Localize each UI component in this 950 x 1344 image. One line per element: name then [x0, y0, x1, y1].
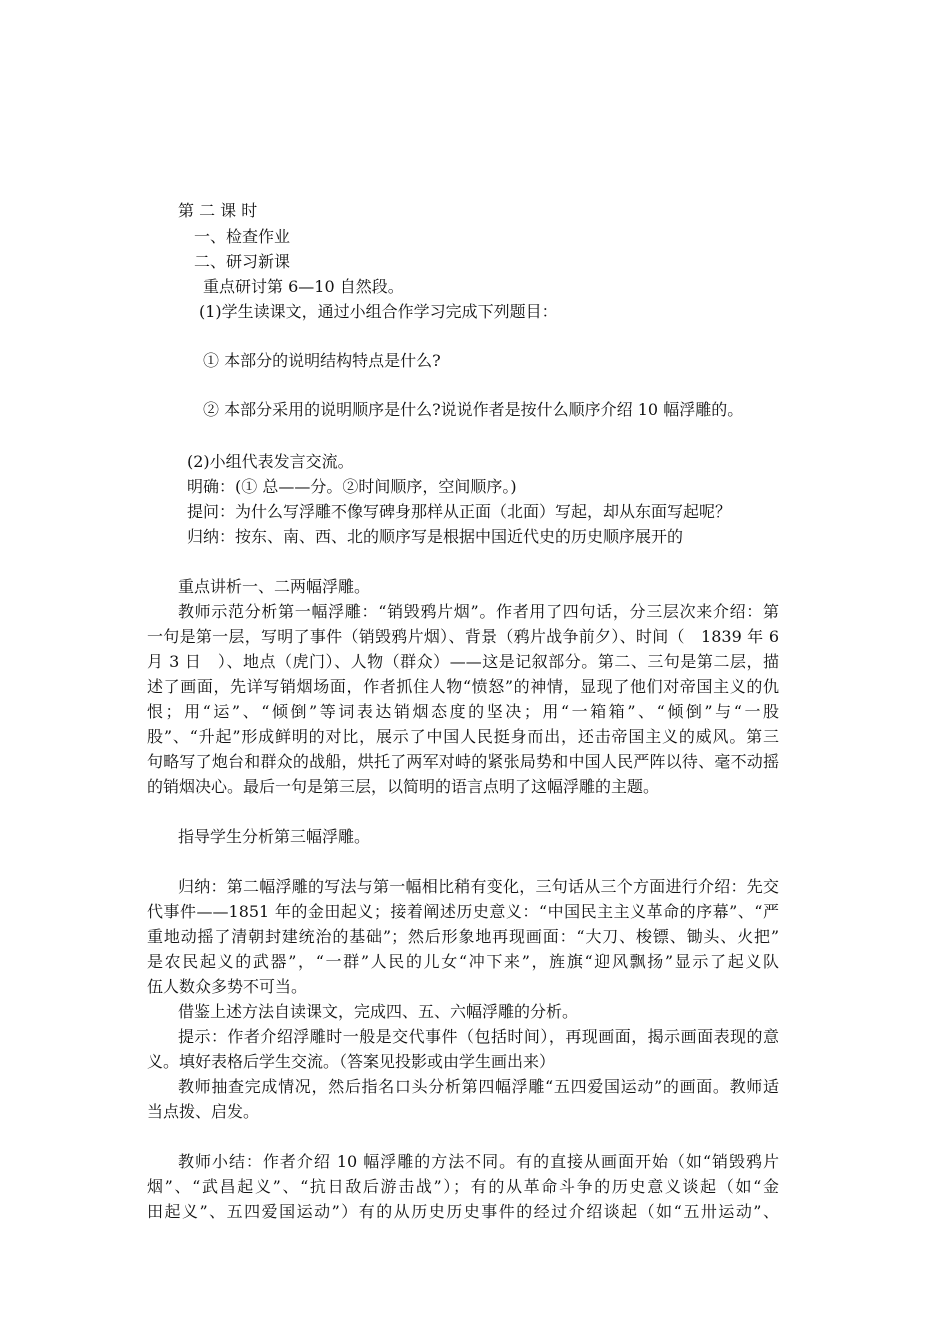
paragraph-line: 代事件——1851 年的金田起义；接着阐述历史意义：“中国民主主义革命的序幕”、“严 [147, 902, 779, 921]
task-two: (2)小组代表发言交流。 [187, 452, 354, 471]
paragraph-line: 的销烟决心。最后一句是第三层，以简明的语言点明了这幅浮雕的主题。 [147, 777, 660, 796]
paragraph-line: 一句是第一层，写明了事件（销毁鸦片烟）、背景（鸦片战争前夕）、时间（ 1839 年 6 [147, 627, 779, 646]
question-line: 提问：为什么写浮雕不像写碑身那样从正面（北面）写起，却从东面写起呢？ [187, 502, 732, 521]
question-two: ② 本部分采用的说明顺序是什么?说说作者是按什么顺序介绍 10 幅浮雕的。 [203, 400, 744, 419]
conclusion-line: 归纳：按东、南、西、北的顺序写是根据中国近代史的历史顺序展开的 [187, 527, 684, 546]
paragraph-line: 归纳：第二幅浮雕的写法与第一幅相比稍有变化，三句话从三个方面进行介绍：先交 [178, 877, 779, 896]
paragraph-line: 提示：作者介绍浮雕时一般是交代事件（包括时间），再现画面，揭示画面表现的意 [178, 1027, 779, 1046]
paragraph-line: 教师抽查完成情况，然后指名口头分析第四幅浮雕“五四爱国运动”的画面。教师适 [178, 1077, 779, 1096]
paragraph-line: 当点拨、启发。 [147, 1102, 260, 1121]
paragraph-line: 月 3 日 ）、地点（虎门）、人物（群众）——这是记叙部分。第二、三句是第二层，描 [147, 652, 779, 671]
step-check-homework: 一、检查作业 [194, 227, 291, 246]
paragraph-line: 股”、“升起”形成鲜明的对比，展示了中国人民挺身而出，还击帝国主义的威风。第三 [147, 727, 779, 746]
paragraph-line: 是农民起义的武器”，“一群”人民的儿女“冲下来”，旌旗“迎风飘扬”显示了起义队 [147, 952, 779, 971]
paragraph-line: 句略写了炮台和群众的战船，烘托了两军对峙的紧张局势和中国人民严阵以待、毫不动摇 [147, 752, 779, 771]
paragraph-line: 伍人数众多势不可当。 [147, 977, 308, 996]
focus-line: 重点研讨第 6—10 自然段。 [203, 277, 404, 296]
paragraph-guide-third-relief: 指导学生分析第三幅浮雕。 [178, 827, 371, 846]
clarify-line: 明确：(① 总——分。②时间顺序，空间顺序。) [187, 477, 517, 496]
paragraph-focus-reliefs: 重点讲析一、二两幅浮雕。 [178, 577, 371, 596]
lesson-heading: 第 二 课 时 [178, 201, 258, 220]
paragraph-line: 述了画面，先详写销烟场面，作者抓住人物“愤怒”的神情，显现了他们对帝国主义的仇 [147, 677, 779, 696]
paragraph-line: 烟”、“武昌起义”、“抗日敌后游击战”）；有的从革命斗争的历史意义谈起（如“金 [147, 1177, 779, 1196]
paragraph-self-study: 借鉴上述方法自读课文，完成四、五、六幅浮雕的分析。 [178, 1002, 579, 1021]
paragraph-line: 重地动摇了清朝封建统治的基础”；然后形象地再现画面：“大刀、梭镖、锄头、火把” [147, 927, 779, 946]
paragraph-line: 教师示范分析第一幅浮雕：“销毁鸦片烟”。作者用了四句话，分三层次来介绍：第 [178, 602, 779, 621]
paragraph-line: 恨；用“运”、“倾倒”等词表达销烟态度的坚决；用“一箱箱”、“倾倒”与“一股 [147, 702, 779, 721]
step-study-new-lesson: 二、研习新课 [194, 252, 291, 271]
paragraph-line: 教师小结：作者介绍 10 幅浮雕的方法不同。有的直接从画面开始（如“销毁鸦片 [178, 1152, 779, 1171]
paragraph-line: 田起义”、五四爱国运动”）有的从历史历史事件的经过介绍谈起（如“五卅运动”、 [147, 1202, 779, 1221]
paragraph-line: 义。填好表格后学生交流。（答案见投影或由学生画出来） [147, 1052, 556, 1071]
task-one: (1)学生读课文，通过小组合作学习完成下列题目： [199, 302, 558, 321]
question-one: ① 本部分的说明结构特点是什么? [203, 351, 441, 370]
